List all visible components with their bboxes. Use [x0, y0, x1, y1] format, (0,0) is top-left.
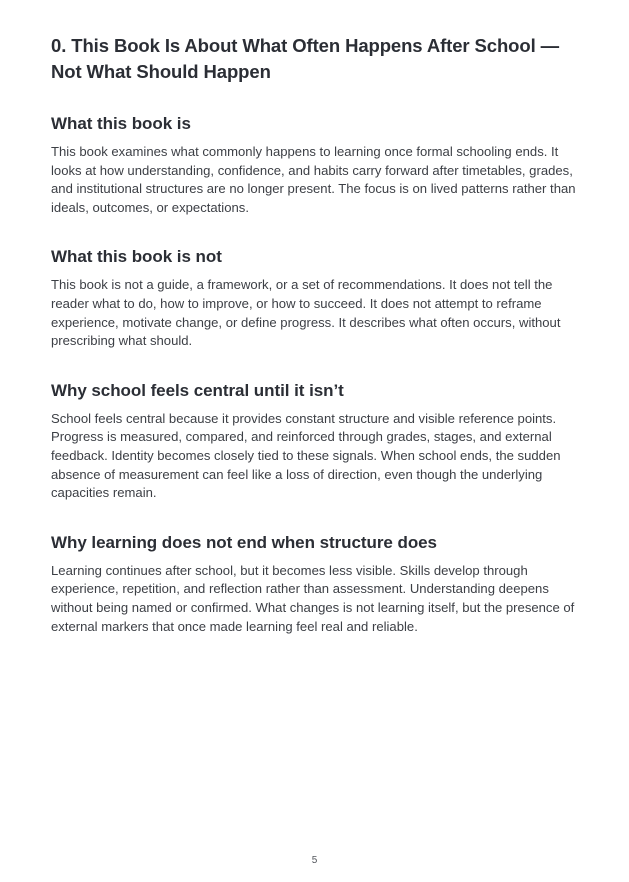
section-heading: Why school feels central until it isn’t — [51, 380, 344, 400]
page-content — [51, 33, 580, 636]
section-why-school-feels-central — [51, 380, 580, 503]
section-heading: What this book is not — [51, 247, 222, 267]
section-what-this-book-is — [51, 113, 580, 217]
section-heading: Why learning does not end when structure does — [51, 532, 437, 552]
section-why-learning-does-not-end — [51, 532, 580, 636]
section-paragraph: This book examines what commonly happens to learning once formal schooling ends. It looks at how understanding, confidence, and habits carry forward after timetables, grades, and institutional structures are no longer present. The focus is on lived patterns rather than ideals, outcomes, or expectations. — [51, 144, 576, 215]
section-paragraph: Learning continues after school, but it becomes less visible. Skills develop through experience, repetition, and reflection rather than assessment. Understanding deepens without being named or confirmed. What changes is not learning itself, but the presence of external markers that once made learning feel real and reliable. — [51, 562, 575, 634]
section-heading: What this book is — [51, 114, 191, 133]
page-title: 0. This Book Is About What Often Happens After School — Not What Should Happen — [51, 35, 560, 82]
section-paragraph: School feels central because it provides constant structure and visible reference points. Progress is measured, compared, and reinforced through grades, stages, and external feedback. Identity becomes closely tied to these signals. When school ends, the sudden absence of measurement can feel like a loss of direction, even though the underlying capacities remain. — [51, 410, 561, 501]
section-what-this-book-is-not — [51, 246, 580, 350]
page-number: 5 — [311, 855, 318, 866]
section-paragraph: This book is not a guide, a framework, or a set of recommendations. It does not tell the reader what to do, how to improve, or how to succeed. It does not attempt to reframe experience, motivate change, or define progress. It describes what often occurs, without prescribing what should. — [51, 277, 561, 349]
